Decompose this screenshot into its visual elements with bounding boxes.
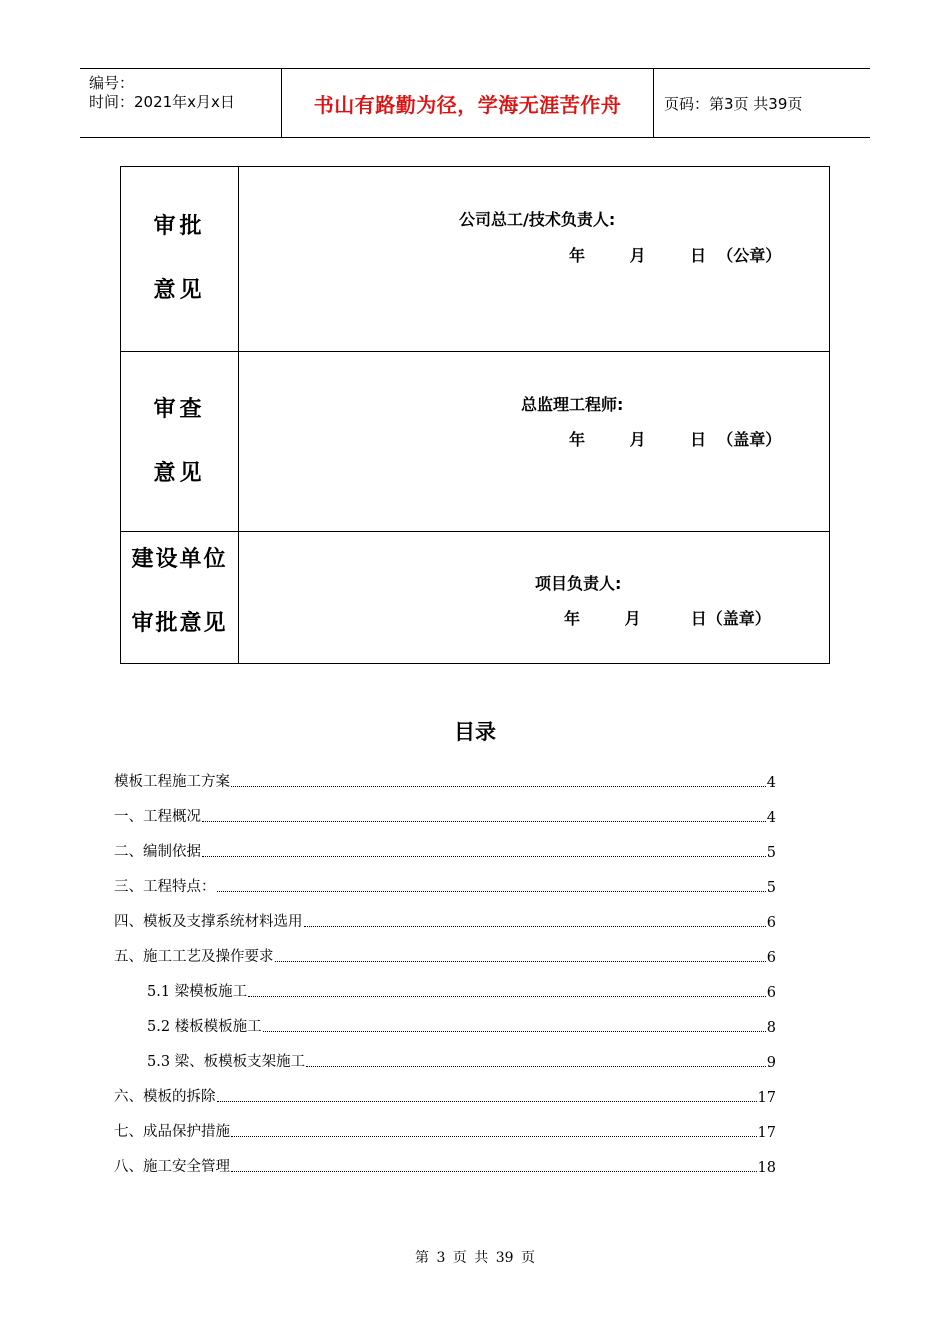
toc-item-page: 4 xyxy=(766,810,776,826)
toc-item[interactable] xyxy=(147,1016,776,1036)
header-motto-cell xyxy=(282,69,654,137)
toc-item-page: 17 xyxy=(757,1125,776,1141)
approval-table xyxy=(120,166,830,664)
header-meta-cell xyxy=(80,69,282,137)
row-label-line2: 意见 xyxy=(153,278,206,303)
toc-leader-dots xyxy=(231,1135,757,1137)
row-label-cell xyxy=(121,167,239,351)
row-label-line1: 审批 xyxy=(153,214,206,239)
toc-leader-dots xyxy=(263,1030,766,1032)
toc-leader-dots xyxy=(231,785,766,787)
toc-item-text: 五、施工工艺及操作要求 xyxy=(114,949,274,965)
toc-leader-dots xyxy=(304,925,766,927)
toc-leader-dots xyxy=(217,1100,757,1102)
header-page-info: 页码：第3页 共39页 xyxy=(664,94,803,113)
toc-leader-dots xyxy=(217,890,766,892)
row-label-line2: 意见 xyxy=(153,461,206,486)
row-label-cell xyxy=(121,532,239,663)
header-page-cell xyxy=(654,69,870,137)
row-label-line2: 审批意见 xyxy=(131,611,228,636)
toc-item-text: 5.2 楼板模板施工 xyxy=(147,1019,262,1035)
signer-label: 项目负责人: xyxy=(535,574,622,593)
motto-text: 书山有路勤为径，学海无涯苦作舟 xyxy=(313,92,622,117)
serial-label: 编号： xyxy=(89,74,135,92)
toc-item-text: 三、工程特点： xyxy=(114,879,216,895)
toc-leader-dots xyxy=(306,1065,766,1067)
approval-row xyxy=(121,167,829,352)
signer-label: 公司总工/技术负责人: xyxy=(459,210,616,229)
toc-item[interactable] xyxy=(147,1051,776,1071)
toc-item[interactable] xyxy=(114,841,776,861)
toc-item-page: 6 xyxy=(766,915,776,931)
toc-item-page: 5 xyxy=(766,845,776,861)
toc-title: 目录 xyxy=(454,720,496,744)
toc-leader-dots xyxy=(248,995,766,997)
owner-approval-row xyxy=(121,532,829,663)
toc-item-page: 9 xyxy=(766,1055,776,1071)
signer-label: 总监理工程师: xyxy=(521,395,624,414)
row-label-cell xyxy=(121,352,239,531)
date-label: 时间：2021年x月x日 xyxy=(89,93,235,111)
toc-item-text: 二、编制依据 xyxy=(114,844,201,860)
toc-leader-dots xyxy=(202,820,766,822)
toc-item-page: 4 xyxy=(766,775,776,791)
row-label-line1: 建设单位 xyxy=(131,547,228,572)
toc-item-text: 七、成品保护措施 xyxy=(114,1124,230,1140)
toc-item-page: 8 xyxy=(766,1020,776,1036)
toc-item-text: 一、工程概况 xyxy=(114,809,201,825)
toc-leader-dots xyxy=(275,960,766,962)
review-row xyxy=(121,352,829,532)
date-line: 年 月 日（盖章） xyxy=(564,609,771,628)
toc-item[interactable] xyxy=(114,946,776,966)
toc-item[interactable] xyxy=(114,1086,776,1106)
toc-item[interactable] xyxy=(147,981,776,1001)
toc-item-text: 六、模板的拆除 xyxy=(114,1089,216,1105)
toc-item-page: 6 xyxy=(766,950,776,966)
toc-item[interactable] xyxy=(114,1121,776,1141)
toc-item-text: 模板工程施工方案 xyxy=(114,774,230,790)
page-header xyxy=(80,68,870,138)
toc-item-text: 5.3 梁、板模板支架施工 xyxy=(147,1054,306,1070)
toc-item-text: 四、模板及支撑系统材料选用 xyxy=(114,914,303,930)
toc-item[interactable] xyxy=(114,771,776,791)
toc-item-text: 5.1 梁模板施工 xyxy=(147,984,248,1000)
toc-item-page: 5 xyxy=(766,880,776,896)
toc-item-page: 6 xyxy=(766,985,776,1001)
date-line: 年 月 日 （盖章） xyxy=(569,430,782,449)
page-footer: 第 3 页 共 39 页 xyxy=(415,1250,535,1266)
toc-item-page: 18 xyxy=(757,1160,776,1176)
date-line: 年 月 日 （公章） xyxy=(569,246,782,265)
toc-item[interactable] xyxy=(114,1156,776,1176)
toc-leader-dots xyxy=(231,1170,757,1172)
toc-leader-dots xyxy=(202,855,766,857)
toc-item-page: 17 xyxy=(757,1090,776,1106)
toc-item-text: 八、施工安全管理 xyxy=(114,1159,230,1175)
toc-item[interactable] xyxy=(114,876,776,896)
toc-item[interactable] xyxy=(114,806,776,826)
row-label-line1: 审查 xyxy=(153,397,206,422)
toc-item[interactable] xyxy=(114,911,776,931)
